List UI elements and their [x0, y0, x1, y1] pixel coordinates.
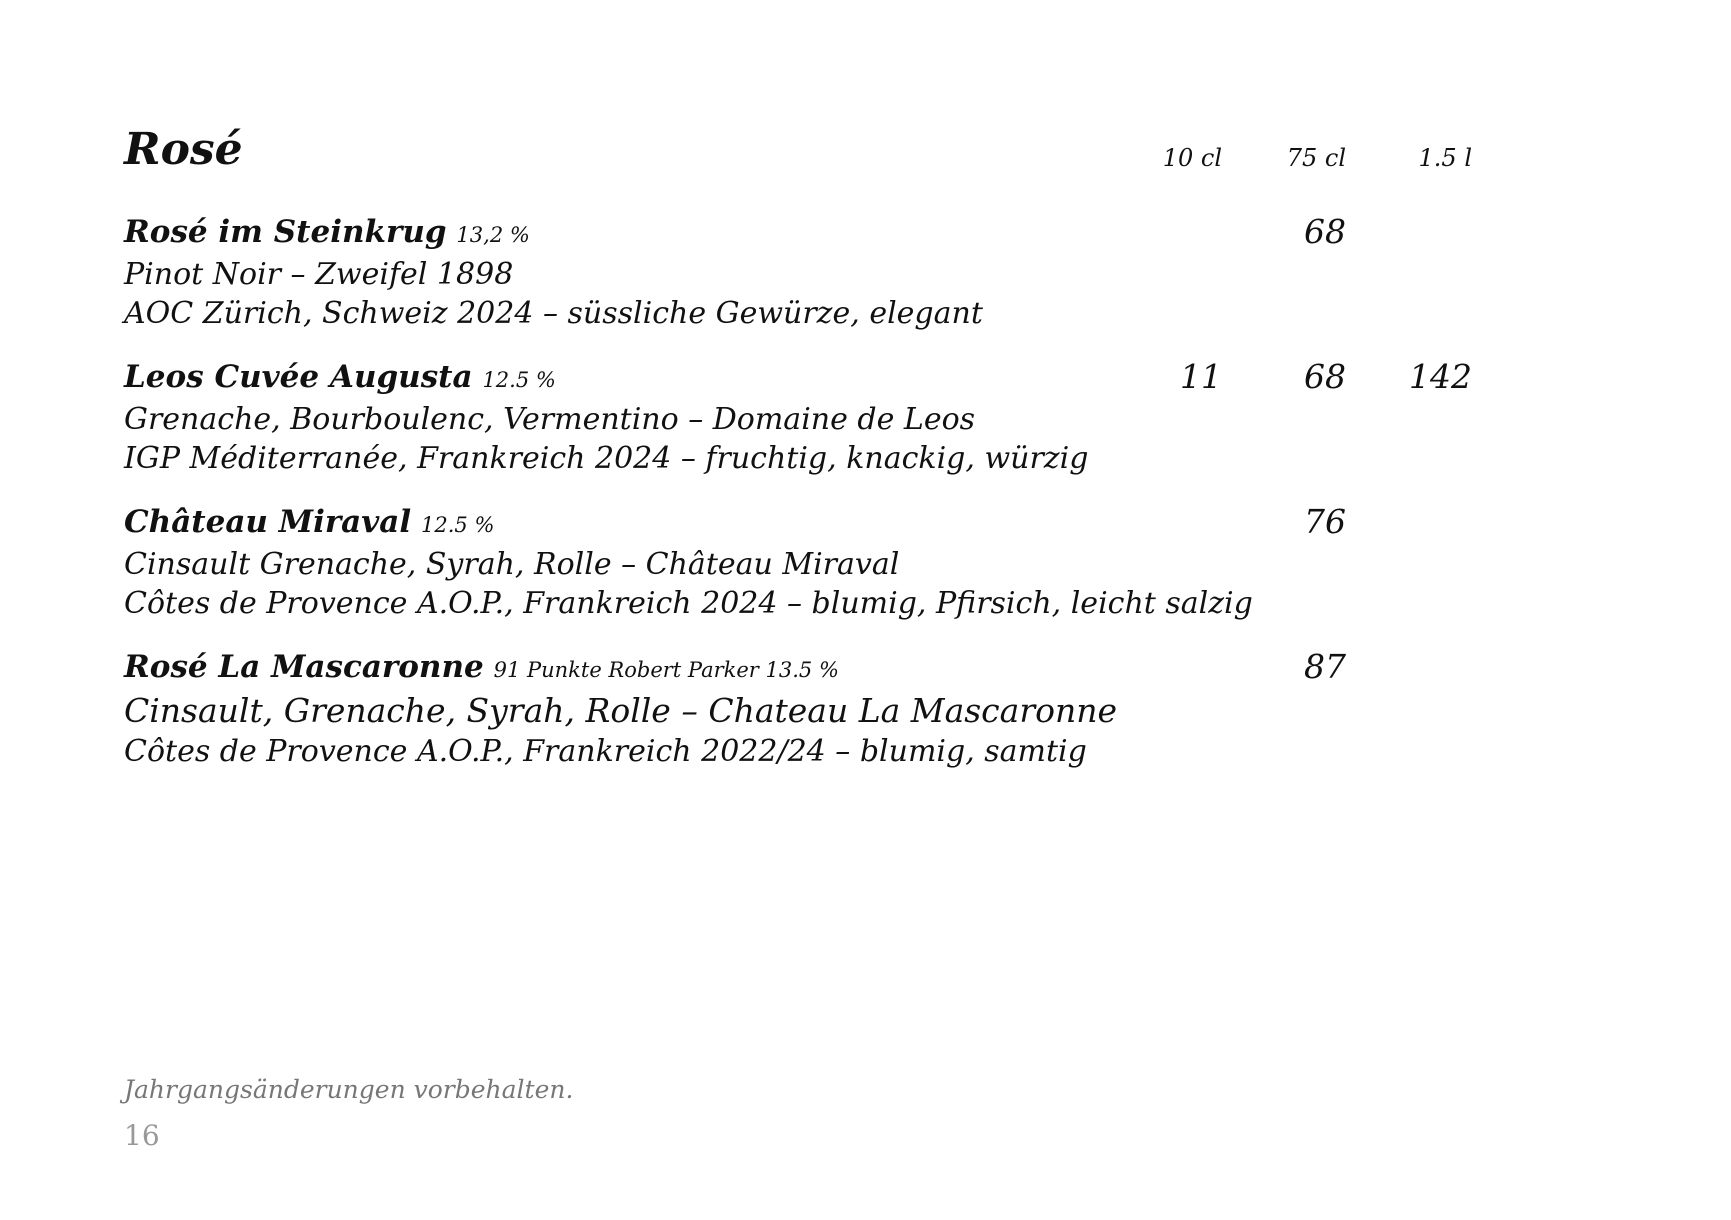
wine-meta: 12.5 % [421, 513, 495, 537]
wine-origin-notes: IGP Méditerranée, Frankreich 2024 – fruchtig, knackig, würzig [124, 441, 1089, 476]
price-75cl: 68 [1304, 212, 1346, 251]
column-header-1-5l: 1.5 l [1418, 144, 1472, 172]
wine-grapes-producer: Cinsault, Grenache, Syrah, Rolle – Chateau La Mascaronne [124, 691, 1118, 730]
column-header-10cl: 10 cl [1162, 144, 1222, 172]
price-75cl: 87 [1304, 647, 1346, 686]
wine-grapes-producer: Grenache, Bourboulenc, Vermentino – Domaine de Leos [124, 402, 976, 437]
wine-origin-notes: AOC Zürich, Schweiz 2024 – süssliche Gewürze, elegant [124, 296, 983, 331]
price-75cl: 68 [1304, 357, 1346, 396]
wine-name-line [124, 647, 1624, 690]
wine-name-line [124, 502, 1624, 545]
wine-meta: 91 Punkte Robert Parker 13.5 % [493, 658, 839, 682]
wine-entry [124, 647, 1624, 771]
wine-meta: 12.5 % [482, 368, 556, 392]
wine-name: Rosé La Mascaronne [124, 649, 484, 685]
section-title: Rosé [124, 124, 243, 175]
price-10cl: 11 [1180, 357, 1222, 396]
price-75cl: 76 [1304, 502, 1346, 541]
wine-name-line [124, 212, 1624, 255]
wine-name: Leos Cuvée Augusta [124, 359, 473, 395]
wine-meta: 13,2 % [456, 223, 530, 247]
wine-origin-notes: Côtes de Provence A.O.P., Frankreich 2022/24 – blumig, samtig [124, 734, 1087, 769]
column-header-75cl: 75 cl [1286, 144, 1346, 172]
wine-origin-notes: Côtes de Provence A.O.P., Frankreich 2024 – blumig, Pfirsich, leicht salzig [124, 586, 1253, 621]
vintage-disclaimer: Jahrgangsänderungen vorbehalten. [124, 1075, 574, 1104]
wine-grapes-producer: Cinsault Grenache, Syrah, Rolle – Château Miraval [124, 547, 900, 582]
page-number: 16 [124, 1119, 160, 1152]
wine-name: Château Miraval [124, 504, 412, 540]
wine-entry [124, 357, 1624, 478]
wine-entry [124, 502, 1624, 623]
price-1-5l: 142 [1409, 357, 1472, 396]
wine-entry [124, 212, 1624, 333]
wine-name: Rosé im Steinkrug [124, 214, 447, 250]
wine-grapes-producer: Pinot Noir – Zweifel 1898 [124, 257, 514, 292]
